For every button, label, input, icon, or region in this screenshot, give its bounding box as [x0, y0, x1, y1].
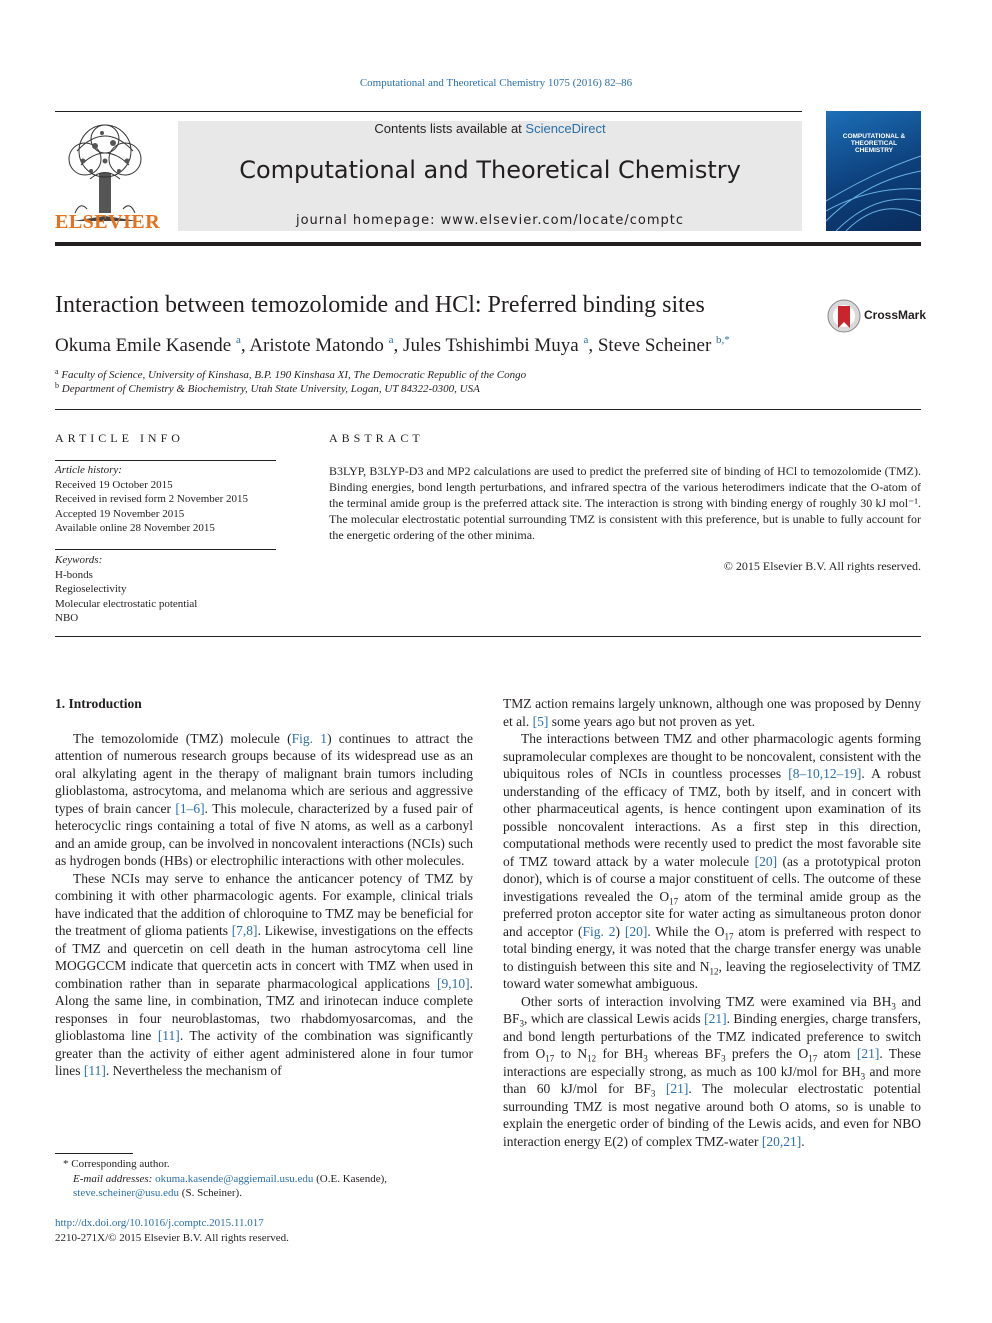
email-link[interactable]: okuma.kasende@aggiemail.usu.edu [155, 1172, 314, 1185]
intro-left-column [55, 695, 473, 1080]
paragraph: These NCIs may serve to enhance the anticancer potency of TMZ by combining it with other pharmacologic agents. For example, clinical trials have indicated that the addition of chloroquine to TMZ may be beneficial for the treatment of glioma patients [7,8]. Likewise, investigations on the effects of TMZ and quercetin on cell death in the human astrocytoma cell line MOGGCCM indicate that quercetin acts in concert with TMZ when used in combination rather than in separate pharmacological applications [9,10]. Along the same line, in combination, TMZ and irinotecan induce complete responses in four neuroblastomas, two rhabdomyosarcomas, and the glioblastoma line [11]. The activity of the combination was significantly greater than the activity of either agent administered alone in four tumor lines [11]. Nevertheless the mechanism of [55, 870, 473, 1078]
article-history [55, 463, 295, 536]
email-addresses [55, 1172, 473, 1201]
cover-graphic [826, 111, 921, 231]
citation-link[interactable]: [9,10] [437, 975, 470, 991]
doi-url[interactable]: http://dx.doi.org/10.1016/j.comptc.2015.11.017 [55, 1217, 264, 1229]
contents-line [178, 121, 802, 136]
citation-link[interactable]: [7,8] [231, 923, 258, 938]
email-label: E-mail addresses: [73, 1172, 156, 1185]
journal-homepage [178, 213, 802, 228]
keyword: H-bonds [55, 568, 93, 581]
citation-link[interactable]: [20] [754, 853, 778, 869]
author-name: Aristote Matondo [249, 335, 384, 356]
paragraph: Other sorts of interaction involving TMZ were examined via $BH_3$ and $BF_3$, which are classical Lewis acids [21]. Binding energies, charge transfers, and bond length perturbations of the TMZ indicated preference to switch from $O_{17}$ to $N_{12}$ for $BH_3$ whereas $BF_3$ prefers the $O_{17}$ atom [21]. These interactions are especially strong, as much as 100 kJ/mol for $BH_3$ and more than 60 kJ/mol for $BF_3$ [21]. The molecular electrostatic potential surrounding TMZ is most negative around both O atoms, so is unable to explain the energetic order of binding of the Lewis acids, and even for NBO interaction energy E(2) of complex TMZ-water [20,21]. [503, 993, 922, 1149]
footnote [55, 1157, 473, 1201]
homepage-url[interactable]: www.elsevier.com/locate/comptc [440, 213, 685, 228]
affiliation-text: Department of Chemistry & Biochemistry, Utah State University, Logan, UT 84322-0300, USA [61, 383, 480, 395]
affiliation [55, 367, 526, 381]
doi-link[interactable] [55, 1216, 264, 1231]
history-item: Accepted 19 November 2015 [55, 507, 185, 520]
article-info-heading: ARTICLE INFO [55, 431, 184, 445]
author-name: Okuma Emile Kasende [55, 335, 232, 356]
abstract-bottom-rule [55, 636, 921, 637]
paragraph: TMZ action remains largely unknown, although one was proposed by Denny et al. [5] some years ago but not proven as yet. [503, 696, 921, 729]
history-item: Received in revised form 2 November 2015 [55, 493, 249, 505]
keyword: Molecular electrostatic potential [55, 597, 198, 610]
affiliation-marker: b [55, 381, 59, 390]
affiliation [55, 381, 480, 395]
issn-line: 2210-271X/© 2015 Elsevier B.V. All rights reserved. [55, 1232, 289, 1244]
figure-link[interactable]: Fig. 2 [582, 923, 616, 939]
section-heading-introduction: 1. Introduction [55, 696, 142, 711]
paragraph: The temozolomide (TMZ) molecule (Fig. 1) continues to attract the attention of numerous research groups because of its widespread use as an oral alkylating agent in the therapy of malignant brain tumors including glioblastoma, astrocytoma, and melanoma which are serious and aggressive types of brain cancer [1–6]. This molecule, characterized by a fused pair of heterocyclic rings containing a total of five N atoms, as well as a carbonyl and an amide group, can be involved in noncovalent interactions (NCIs) such as hydrogen bonds (HBs) or electrophilic interactions with other molecules. [55, 730, 474, 868]
author-list: Okuma Emile Kasende $^a$, Aristote Matondo $^a$, Jules Tshishimbi Muya $^a$, Steve Scheiner $^{b,*}$ [55, 334, 730, 356]
citation-link[interactable]: [21] [704, 1011, 727, 1026]
article-info-rule [55, 460, 276, 461]
keyword: NBO [55, 612, 79, 624]
affiliation-text: Faculty of Science, University of Kinshasa, B.P. 190 Kinshasa XI, The Democratic Republic of the Congo [61, 369, 527, 381]
header-rule-thick [55, 242, 921, 246]
history-item: Received 19 October 2015 [55, 478, 173, 491]
journal-cover-image[interactable] [826, 111, 921, 231]
intro-right-column [503, 695, 921, 1150]
article-title: Interaction between temozolomide and HCl: Preferred binding sites [55, 292, 705, 318]
keyword: Regioselectivity [55, 583, 127, 595]
front-matter-rule [55, 409, 921, 410]
author-affiliation-marker[interactable]: b,* [716, 334, 730, 346]
journal-title: Computational and Theoretical Chemistry [239, 156, 741, 184]
keywords [55, 553, 295, 626]
affiliation-marker: a [55, 367, 59, 376]
citation-link[interactable]: [21] [665, 1081, 689, 1096]
citation-link[interactable]: [21] [856, 1046, 880, 1061]
figure-link[interactable]: Fig. 1 [291, 730, 328, 746]
abstract-text: B3LYP, B3LYP-D3 and MP2 calculations are used to predict the preferred site of binding of HCl to temozolomide (TMZ). Binding energies, bond length perturbations, and infrared spectra of the various heterodimers indicate that the O-atom of the terminal amide group is the preferred attack site. The interaction is strong with binding energy of roughly 30 kJ mol⁻¹. The molecular electrostatic potential surrounding TMZ is consistent with this preference, but is unable to fully account for the energetic ordering of the other minima. [329, 464, 921, 542]
citation-link[interactable]: [20] [624, 923, 648, 939]
sciencedirect-link[interactable]: ScienceDirect [525, 121, 606, 136]
citation-link[interactable]: [20,21] [761, 1133, 802, 1149]
email-owner: (O.E. Kasende), [313, 1172, 387, 1185]
contents-prefix: Contents lists available at [374, 121, 526, 136]
abstract-heading: ABSTRACT [329, 431, 424, 445]
keywords-label: Keywords: [55, 554, 103, 566]
keywords-rule [55, 549, 276, 550]
journal-citation[interactable]: Computational and Theoretical Chemistry 1075 (2016) 82–86 [359, 77, 633, 89]
email-link[interactable]: steve.scheiner@usu.edu [73, 1187, 180, 1199]
author-affiliation-marker[interactable]: a [583, 334, 589, 346]
history-item: Available online 28 November 2015 [55, 522, 215, 534]
citation-link[interactable]: [8–10,12–19] [788, 766, 862, 781]
header-rule-top [55, 111, 802, 112]
footnote-rule [55, 1153, 133, 1154]
citation-link[interactable]: [5] [532, 713, 549, 729]
crossmark-label[interactable]: CrossMark [864, 308, 927, 322]
author-affiliation-marker[interactable]: a [388, 334, 394, 346]
abstract-copyright: © 2015 Elsevier B.V. All rights reserved. [723, 559, 921, 573]
homepage-prefix: journal homepage: [295, 213, 441, 228]
corresponding-author-note: * Corresponding author. [63, 1158, 170, 1170]
paragraph: The interactions between TMZ and other pharmacologic agents forming supramolecular complexes are thought to be noncovalent, consistent with the ubiquitous roles of NCIs in countless processes [8–10,12–19]. A robust understanding of the efficacy of TMZ, both by itself, and in concert with other pharmaceutical agents, is hence contingent upon examination of its possible noncovalent interactions. As a first step in this direction, computational methods were recently used to predict the most favorable site of TMZ toward attack by a water molecule [20] (as a prototypical proton donor), which is of course a major constituent of cells. The outcome of these investigations revealed the $O_{17}$ atom of the terminal amide group as the preferred proton acceptor site for water acting as simultaneous proton donor and acceptor (Fig. 2) [20]. While the $O_{17}$ atom is preferred with respect to total binding energy, it was noted that the charge transfer energy was unable to distinguish between this site and $N_{12}$, leaving the regioselectivity of TMZ toward water somewhat ambiguous. [503, 731, 922, 991]
citation-link[interactable]: [11] [157, 1028, 180, 1043]
author-name: Steve Scheiner [597, 335, 712, 356]
elsevier-wordmark: ELSEVIER [55, 211, 161, 233]
author-affiliation-marker[interactable]: a [235, 334, 241, 346]
crossmark-icon[interactable] [826, 298, 862, 334]
email-owner: (S. Scheiner). [179, 1187, 242, 1199]
citation-link[interactable]: [1–6] [175, 800, 205, 816]
cover-title: COMPUTATIONAL & THEORETICAL CHEMISTRY [842, 133, 906, 154]
citation-link[interactable]: [11] [83, 1063, 106, 1078]
author-name: Jules Tshishimbi Muya [403, 335, 579, 356]
history-label: Article history: [55, 464, 122, 476]
